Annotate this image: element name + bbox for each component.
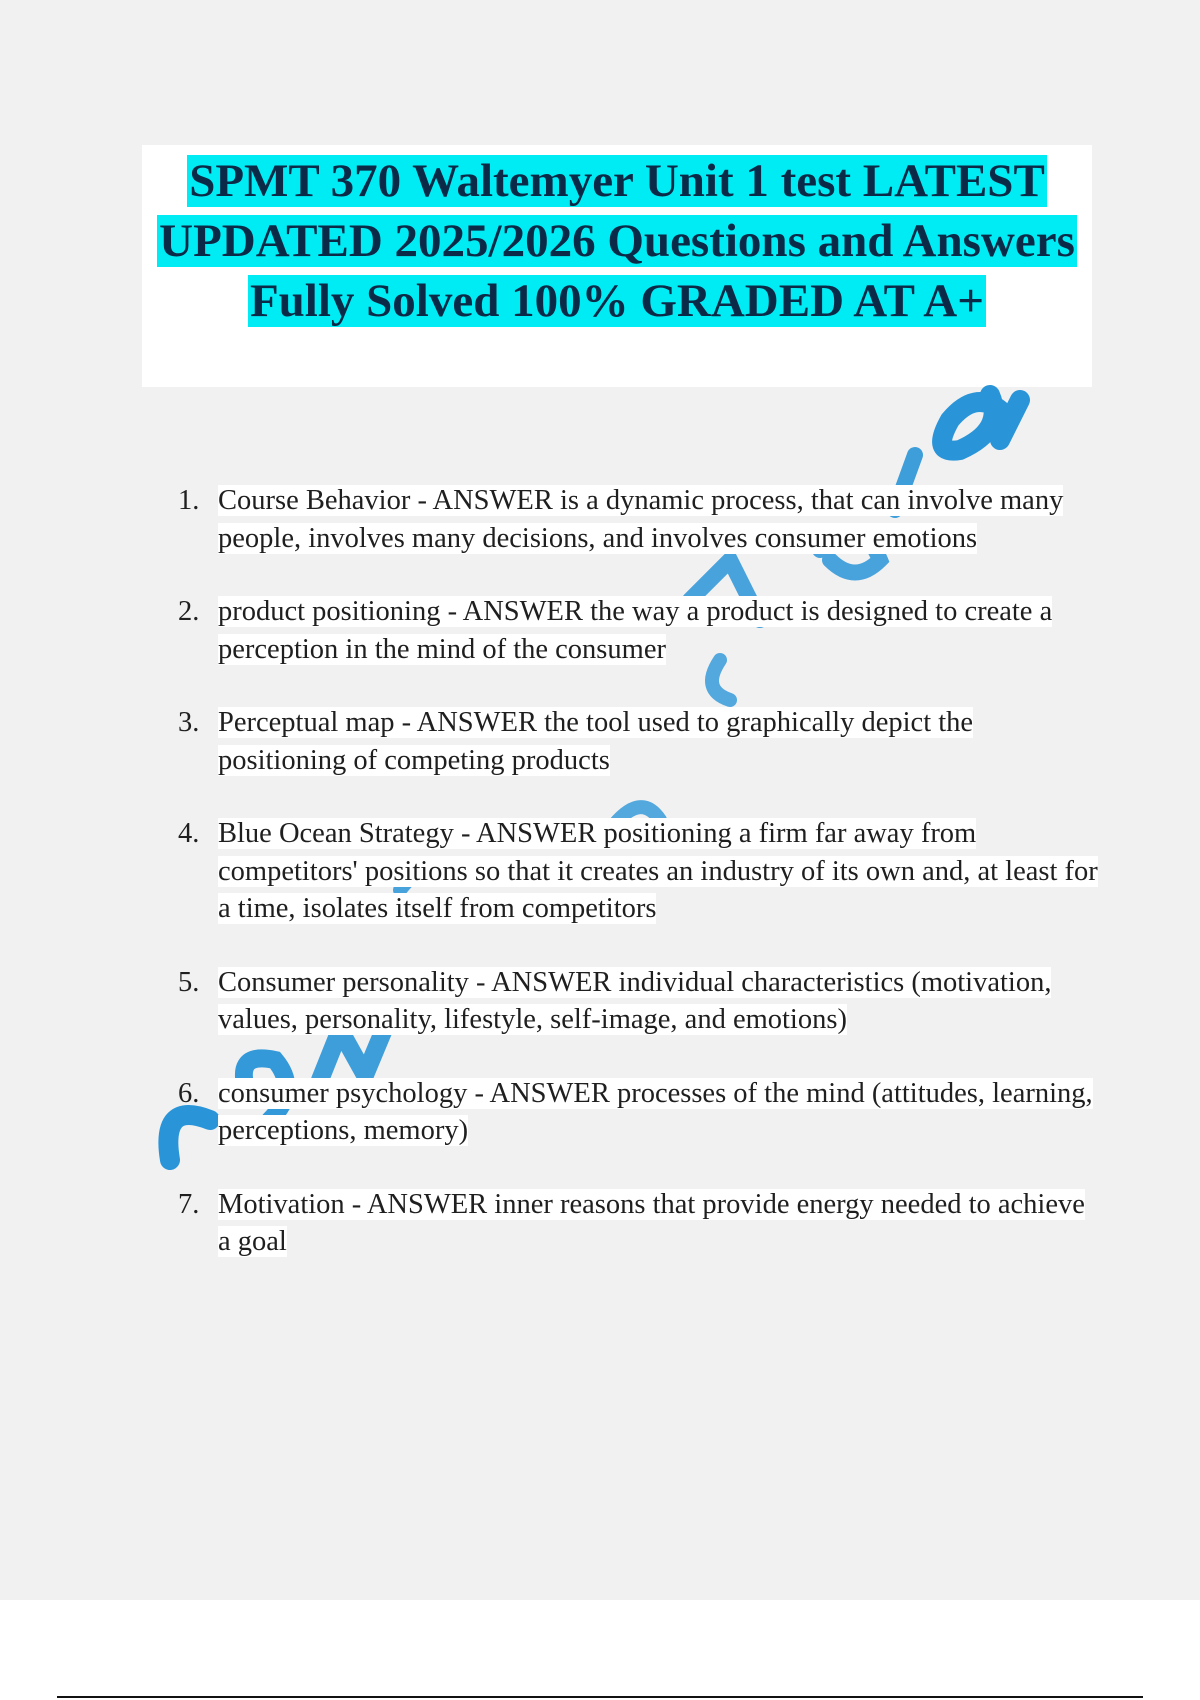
item-number: 1. <box>178 485 200 516</box>
list-item <box>178 964 1098 1039</box>
list-item <box>178 815 1098 928</box>
item-text: Consumer personality - ANSWER individual characteristics (motivation, values, personality, lifestyle, self-image, and emotions) <box>218 966 1052 1035</box>
item-number: 3. <box>178 707 200 738</box>
item-number: 7. <box>178 1188 200 1220</box>
list-item <box>178 482 1098 557</box>
list-item <box>178 704 1098 779</box>
page-footer <box>0 1600 1200 1700</box>
item-number: 2. <box>178 596 200 627</box>
list-item <box>178 1075 1098 1150</box>
document-title <box>142 145 1092 331</box>
item-text: Course Behavior - ANSWER is a dynamic process, that can involve many people, involves many decisions, and involves consumer emotions <box>218 485 1064 554</box>
item-text: product positioning - ANSWER the way a product is designed to create a perception in the mind of the consumer <box>218 596 1053 665</box>
item-text: Blue Ocean Strategy - ANSWER positioning a firm far away from competitors' positions so that it creates an industry of its own and, at least for a time, isolates itself from competitors <box>218 818 1098 924</box>
qa-list <box>178 482 1098 1297</box>
list-item <box>178 1186 1098 1261</box>
title-box <box>142 145 1092 387</box>
item-number: 4. <box>178 818 200 849</box>
item-text: consumer psychology - ANSWER processes of the mind (attitudes, learning, perceptions, memory) <box>218 1077 1093 1146</box>
item-number: 6. <box>178 1077 200 1109</box>
item-number: 5. <box>178 966 200 998</box>
list-item <box>178 593 1098 668</box>
item-text: Motivation - ANSWER inner reasons that provide energy needed to achieve a goal <box>218 1188 1085 1257</box>
item-text: Perceptual map - ANSWER the tool used to graphically depict the positioning of competing products <box>218 707 974 776</box>
document-title-text: SPMT 370 Waltemyer Unit 1 test LATEST UPDATED 2025/2026 Questions and Answers Fully Solved 100% GRADED AT A+ <box>159 155 1075 327</box>
footer-divider <box>57 1696 1143 1698</box>
